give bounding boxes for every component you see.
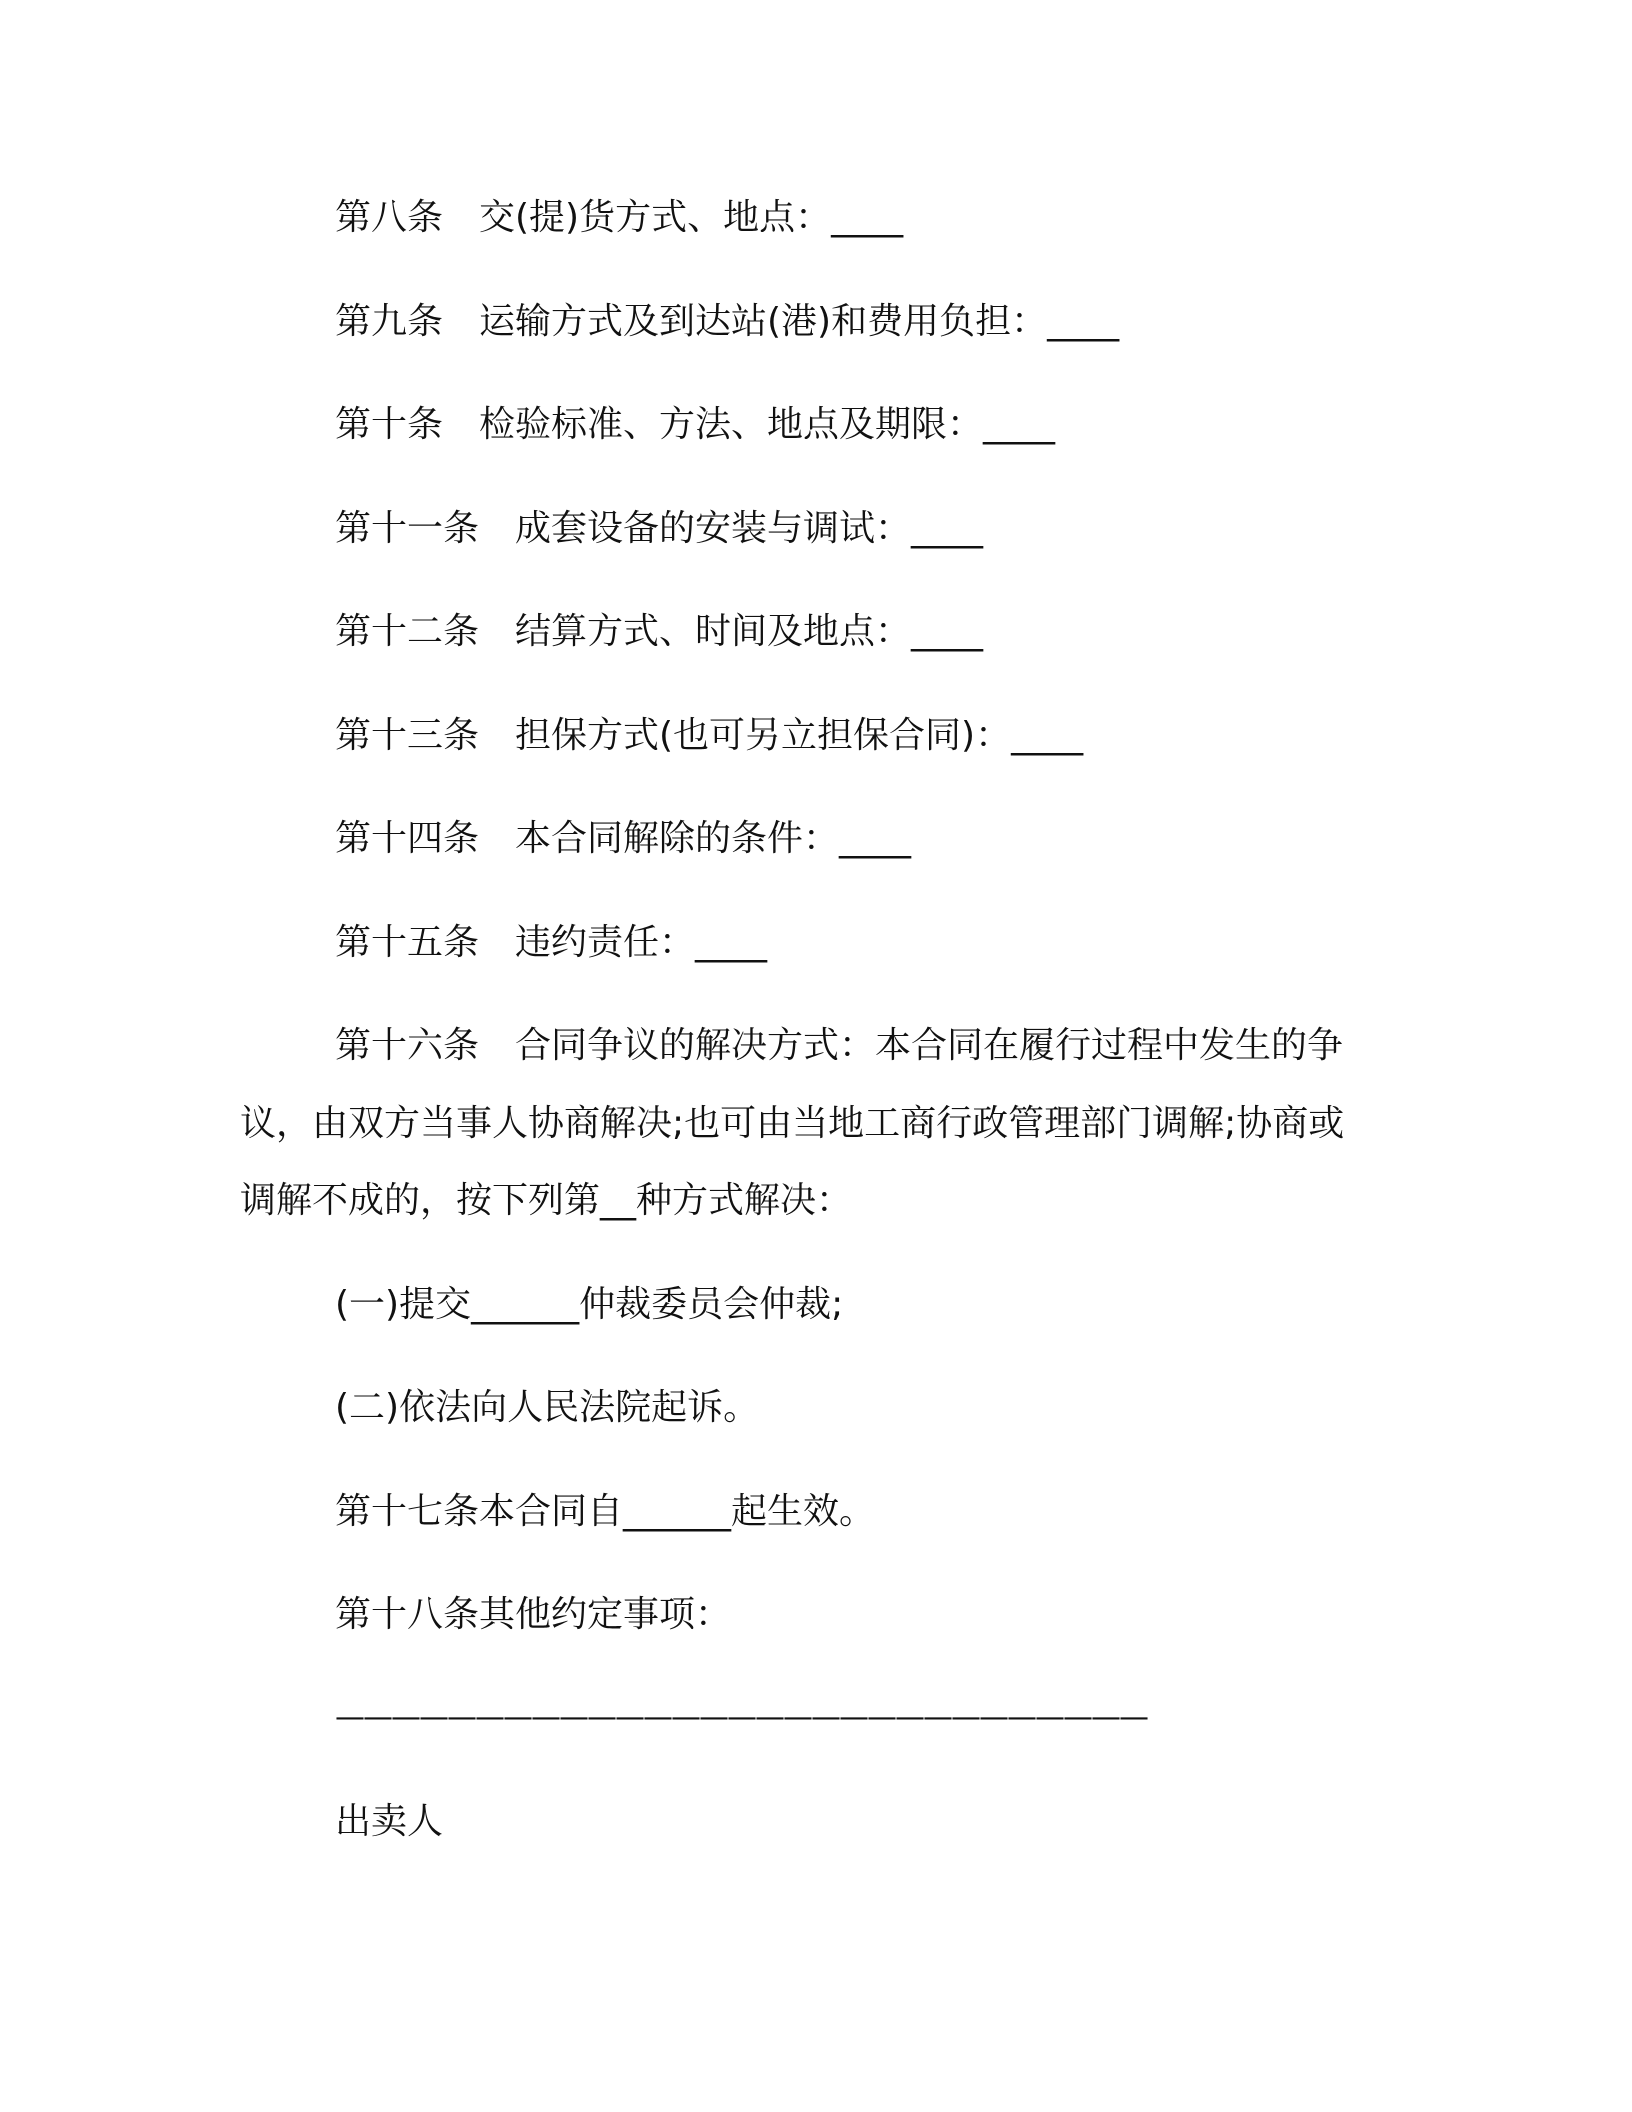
article-9: 第九条 运输方式及到达站(港)和费用负担：____ — [335, 301, 1120, 342]
option-lawsuit: (二)依法向人民法院起诉。 — [335, 1387, 760, 1428]
article-11: 第十一条 成套设备的安装与调试：____ — [335, 508, 984, 549]
article-12: 第十二条 结算方式、时间及地点：____ — [335, 611, 984, 652]
article-16-line-1: 第十六条 合同争议的解决方式：本合同在履行过程中发生的争 — [335, 1025, 1344, 1066]
article-13: 第十三条 担保方式(也可另立担保合同)：____ — [335, 715, 1084, 756]
article-16-line-2: 议，由双方当事人协商解决;也可由当地工商行政管理部门调解;协商或 — [240, 1103, 1345, 1144]
option-arbitration: (一)提交______仲裁委员会仲裁; — [335, 1284, 844, 1325]
article-16-line-3: 调解不成的，按下列第__种方式解决： — [240, 1180, 853, 1221]
blank-fill-line: ————————————————————————————— — [335, 1700, 1147, 1735]
article-15: 第十五条 违约责任：____ — [335, 922, 768, 963]
article-18: 第十八条其他约定事项： — [335, 1594, 732, 1635]
article-8: 第八条 交(提)货方式、地点：____ — [335, 197, 904, 238]
article-14: 第十四条 本合同解除的条件：____ — [335, 818, 912, 859]
article-17: 第十七条本合同自______起生效。 — [335, 1491, 876, 1532]
seller-label: 出卖人 — [335, 1801, 444, 1842]
article-10: 第十条 检验标准、方法、地点及期限：____ — [335, 404, 1056, 445]
